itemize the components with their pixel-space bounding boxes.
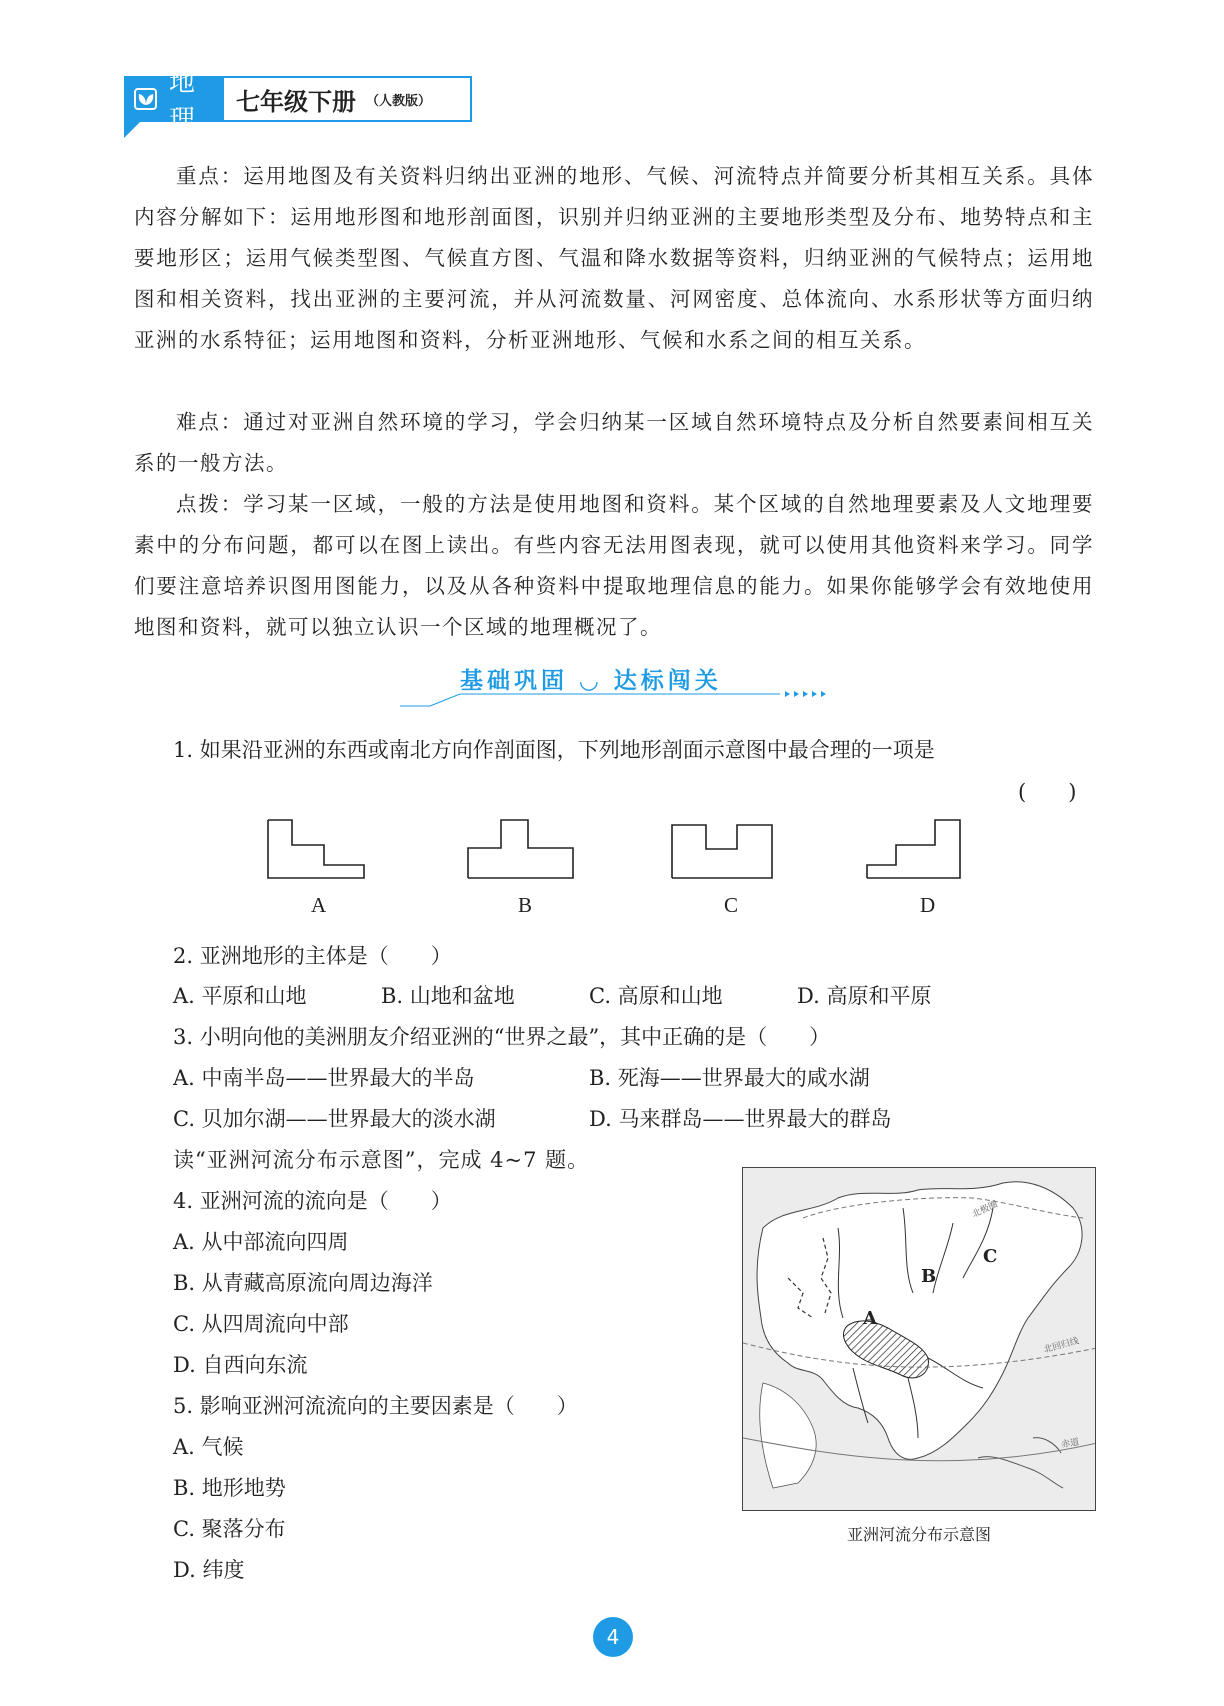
question-2-option-a: A. 平原和山地 xyxy=(173,984,307,1008)
key-points-paragraph: 重点：运用地图及有关资料归纳出亚洲的地形、气候、河流特点并简要分析其相互关系。具体内容分解如下：运用地形图和地形剖面图，识别并归纳亚洲的主要地形类型及分布、地势特点和主要地形区；运用气候类型图、气候直方图、气温和降水数据等资料，归纳亚洲的气候特点；运用地图和相关资料，找出亚洲的主要河流，并从河流数量、河网密度、总体流向、水系形状等方面归纳亚洲的水系特征；运用地图和资料，分析亚洲地形、气候和水系之间的相互关系。 xyxy=(134,164,1094,352)
map-label-a: A xyxy=(863,1308,877,1329)
leaf-icon xyxy=(134,88,157,110)
subject-tag xyxy=(124,68,224,135)
question-3-option-c: C. 贝加尔湖——世界最大的淡水湖 xyxy=(173,1107,496,1131)
profile-label-d: D xyxy=(920,893,936,917)
map-label-equator: 赤道 xyxy=(1060,1437,1081,1451)
question-5-option-b: B. 地形地势 xyxy=(173,1476,286,1500)
profile-b xyxy=(468,820,573,878)
map-caption: 亚洲河流分布示意图 xyxy=(846,1525,991,1544)
question-2-option-b: B. 山地和盆地 xyxy=(381,984,515,1008)
profile-label-b: B xyxy=(518,893,533,917)
question-3-stem: 3. 小明向他的美洲朋友介绍亚洲的“世界之最”，其中正确的是（ ） xyxy=(173,1025,831,1049)
question-5-option-d: D. 纬度 xyxy=(173,1558,245,1582)
question-4-stem: 4. 亚洲河流的流向是（ ） xyxy=(173,1189,452,1213)
profile-d xyxy=(867,820,960,878)
question-4-option-d: D. 自西向东流 xyxy=(173,1353,308,1377)
profile-c xyxy=(672,825,772,878)
profile-a xyxy=(268,820,364,878)
question-1-bracket: ( ) xyxy=(1018,780,1077,804)
header-tail xyxy=(124,122,140,138)
asia-river-map xyxy=(742,1167,1096,1511)
difficulty-paragraph: 难点：通过对亚洲自然环境的学习，学会归纳某一区域自然环境特点及分析自然要素间相互关系的一般方法。 xyxy=(134,410,1094,475)
question-4-option-b: B. 从青藏高原流向周边海洋 xyxy=(173,1271,433,1295)
question-5-stem: 5. 影响亚洲河流流向的主要因素是（ ） xyxy=(173,1394,578,1418)
question-4-option-a: A. 从中部流向四周 xyxy=(173,1230,349,1254)
question-1-stem: 1. 如果沿亚洲的东西或南北方向作剖面图，下列地形剖面示意图中最合理的一项是 xyxy=(173,738,935,762)
grade-title xyxy=(224,76,472,122)
question-2-option-d: D. 高原和平原 xyxy=(797,984,932,1008)
question-3-option-d: D. 马来群岛——世界最大的群岛 xyxy=(589,1107,892,1131)
page-number: 4 xyxy=(593,1617,633,1657)
profile-label-a: A xyxy=(311,893,327,917)
edition-label: （人教版） xyxy=(366,93,432,109)
grade-label: 七年级下册 xyxy=(236,87,356,116)
section-title xyxy=(400,660,850,710)
asia-map-drawing xyxy=(743,1168,1096,1511)
map-label-b: B xyxy=(921,1266,937,1287)
map-label-arctic: 北极圈 xyxy=(970,1199,1000,1221)
page-header xyxy=(124,68,472,135)
question-5-option-c: C. 聚落分布 xyxy=(173,1517,286,1541)
question-3-option-a: A. 中南半岛——世界最大的半岛 xyxy=(173,1066,475,1090)
section-title-text: 基础巩固 ◡ 达标闯关 xyxy=(460,668,722,694)
question-2-option-c: C. 高原和山地 xyxy=(589,984,723,1008)
reading-instruction: 读“亚洲河流分布示意图”，完成 4~7 题。 xyxy=(173,1148,590,1172)
question-2-stem: 2. 亚洲地形的主体是（ ） xyxy=(173,944,452,968)
profile-diagrams xyxy=(260,815,1000,890)
map-label-tropic: 北回归线 xyxy=(1042,1336,1081,1356)
question-5-option-a: A. 气候 xyxy=(173,1435,244,1459)
profile-label-c: C xyxy=(724,893,739,917)
tips-paragraph: 点拨：学习某一区域，一般的方法是使用地图和资料。某个区域的自然地理要素及人文地理要素中的分布问题，都可以在图上读出。有些内容无法用图表现，就可以使用其他资料来学习。同学们要注意培养识图用图能力，以及从各种资料中提取地理信息的能力。如果你能够学会有效地使用地图和资料，就可以独立认识一个区域的地理概况了。 xyxy=(134,492,1094,639)
subject-label: 地理 xyxy=(169,68,198,135)
map-label-c: C xyxy=(983,1246,998,1267)
question-4-option-c: C. 从四周流向中部 xyxy=(173,1312,349,1336)
question-3-option-b: B. 死海——世界最大的咸水湖 xyxy=(589,1066,870,1090)
